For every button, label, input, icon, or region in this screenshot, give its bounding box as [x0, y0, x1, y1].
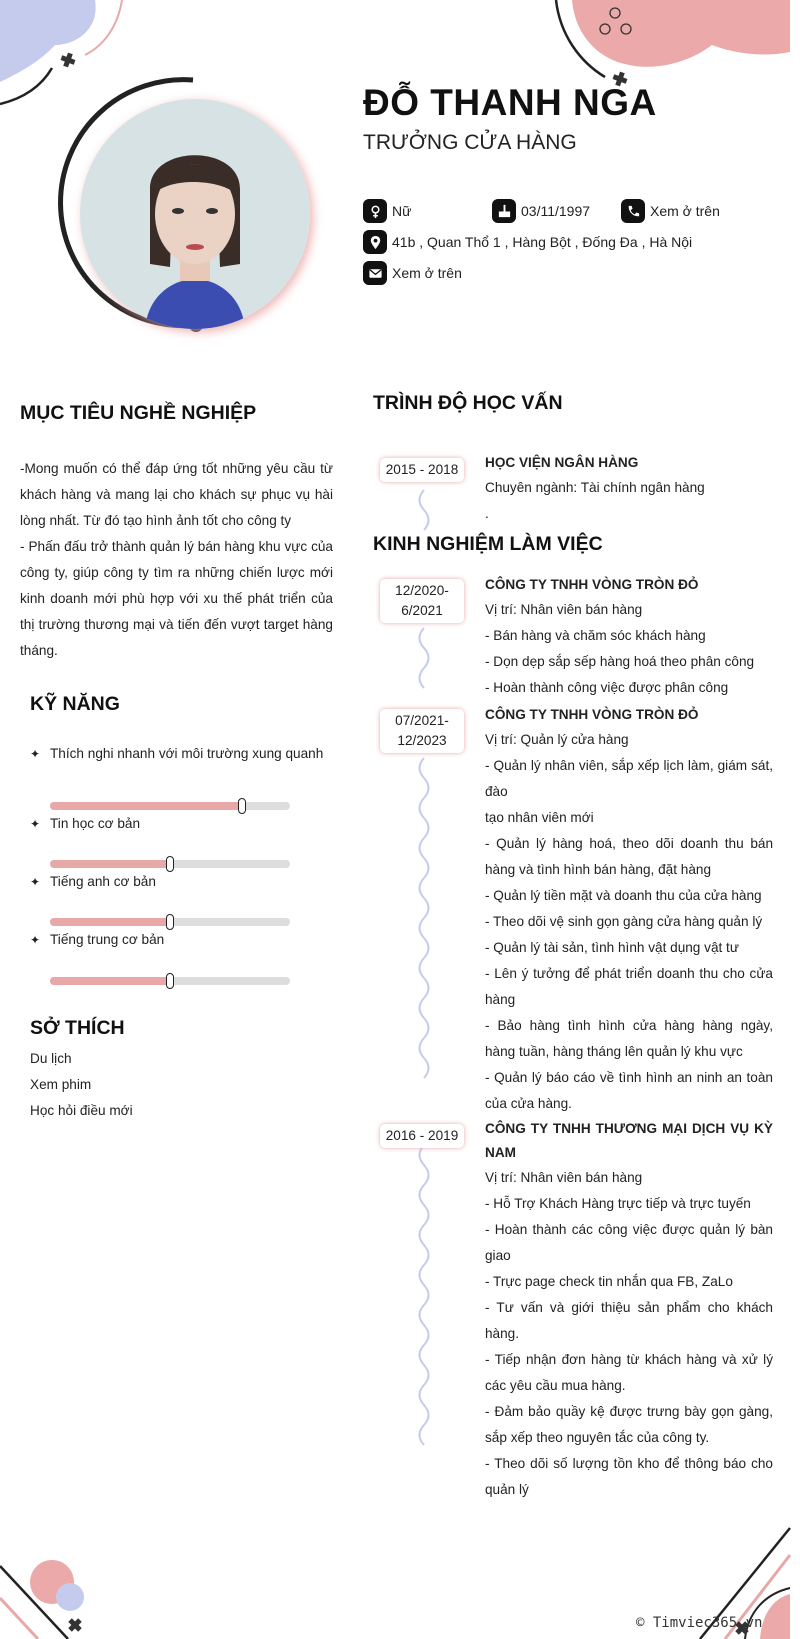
objective-line: -Mong muốn có thể đáp ứng tốt những yêu cầu từ khách hàng và mang lại cho khách sự phục vụ hài lòng nhất. Từ đó tạo hình ảnh tốt cho công ty: [20, 461, 333, 528]
birthday-value: 03/11/1997: [521, 203, 591, 219]
email-info: [363, 261, 462, 285]
birthday-cake-icon: [492, 199, 516, 223]
experience-line: - Hoàn thành các công việc được quản lý bàn giao: [485, 1222, 773, 1263]
objective-line: - Phấn đấu trở thành quản lý bán hàng khu vực của công ty, giúp công ty tìm ra những chiến lược mới kinh doanh mới phù hợp với xu thế phát triển của thị trường thương mại và tiến đến vượt target hàng tháng.: [20, 539, 333, 658]
company-name: CÔNG TY TNHH VÒNG TRÒN ĐỎ: [485, 707, 699, 722]
experience-line: - Tư vấn và giới thiệu sản phẩm cho khách hàng.: [485, 1300, 773, 1341]
address-value: 41b , Quan Thổ 1 , Hàng Bột , Đống Đa , Hà Nội: [392, 234, 693, 250]
objective-heading: MỤC TIÊU NGHỀ NGHIỆP: [20, 402, 257, 424]
skills-heading: KỸ NĂNG: [30, 693, 120, 715]
address-info: [363, 230, 692, 254]
candidate-name: ĐỖ THANH NGA: [363, 82, 657, 123]
bottom-left-line: [0, 1598, 38, 1639]
experience-line: - Quản lý tài sản, tình hình vật dụng vật tư: [485, 940, 739, 955]
experience-line: - Đảm bảo quầy kệ được trưng bày gọn gàng, sắp xếp theo nguyên tắc của công ty.: [485, 1404, 773, 1445]
education-heading: TRÌNH ĐỘ HỌC VẤN: [373, 392, 563, 414]
timeline-connector: [420, 758, 429, 1078]
skill-level-fill: [50, 860, 170, 868]
skill-level-knob: [166, 973, 174, 989]
school-name: HỌC VIỆN NGÂN HÀNG: [485, 455, 639, 470]
skill-level-bar: [50, 977, 290, 985]
skill-level-bar: [50, 860, 290, 868]
skill-item: [30, 741, 325, 767]
company-name: CÔNG TY TNHH VÒNG TRÒN ĐỎ: [485, 577, 699, 592]
experience-line: Vị trí: Quản lý cửa hàng: [485, 732, 629, 747]
skill-label: Tiếng anh cơ bản: [50, 874, 156, 889]
education-line: .: [485, 506, 489, 521]
experience-line: - Tiếp nhận đơn hàng từ khách hàng và xử lý các yêu cầu mua hàng.: [485, 1352, 773, 1393]
timeline-connector: [420, 490, 429, 530]
experience-date-badge: 2016 - 2019: [380, 1124, 464, 1148]
phone-icon: [621, 199, 645, 223]
skill-level-fill: [50, 977, 170, 985]
candidate-title: TRƯỞNG CỬA HÀNG: [363, 131, 577, 154]
experience-line: Vị trí: Nhân viên bán hàng: [485, 1170, 643, 1185]
timeline-connector: [420, 1145, 429, 1445]
bottom-left-lavender-circle: [56, 1583, 84, 1611]
skill-label: Thích nghi nhanh với môi trường xung quanh: [50, 746, 324, 761]
map-pin-icon: [363, 230, 387, 254]
skill-item: [30, 869, 325, 895]
experience-line: - Quản lý báo cáo về tình hình an ninh an toàn của cửa hàng.: [485, 1070, 773, 1111]
phone-info: [621, 199, 720, 223]
skill-bullet-icon: ✦: [30, 933, 41, 947]
experience-date-badge: 07/2021- 12/2023: [380, 709, 464, 753]
top-left-blob: [0, 0, 96, 82]
experience-line: - Dọn dẹp sắp sếp hàng hoá theo phân công: [485, 654, 755, 669]
hobbies-heading: SỞ THÍCH: [30, 1017, 125, 1039]
objective-text: [20, 456, 333, 664]
skill-label: Tiếng trung cơ bản: [50, 932, 165, 947]
experience-line: - Quản lý tiền mặt và doanh thu của cửa hàng: [485, 888, 762, 903]
skill-item: [30, 811, 325, 837]
birthday-info: [492, 199, 590, 223]
profile-photo: [80, 99, 310, 329]
skill-level-bar: [50, 802, 290, 810]
hobby-item: Học hỏi điều mới: [30, 1103, 133, 1118]
copyright-watermark: © Timviec365.vn: [636, 1615, 763, 1631]
skill-level-bar: [50, 918, 290, 926]
experience-line: - Quản lý hàng hoá, theo dõi doanh thu bán hàng và tình hình bán hàng, đặt hàng: [485, 836, 773, 877]
skill-label: Tin học cơ bản: [50, 816, 141, 831]
experience-line: - Trực page check tin nhắn qua FB, ZaLo: [485, 1274, 733, 1289]
education-date-badge: 2015 - 2018: [380, 458, 464, 482]
skill-bullet-icon: ✦: [30, 747, 41, 761]
company-name: CÔNG TY TNHH THƯƠNG MẠI DỊCH VỤ KỲ NAM: [485, 1121, 773, 1160]
email-value: Xem ở trên: [392, 265, 462, 281]
experience-date-badge: 12/2020- 6/2021: [380, 579, 464, 623]
experience-line: - Theo dõi số lượng tồn kho để thông báo cho quản lý: [485, 1456, 773, 1497]
hobby-item: Du lịch: [30, 1051, 72, 1066]
experience-line: - Hoàn thành công việc được phân công: [485, 680, 729, 695]
experience-line: - Quản lý nhân viên, sắp xếp lịch làm, giám sát, đào: [485, 758, 773, 799]
gender-info: [363, 199, 411, 223]
education-line: Chuyên ngành: Tài chính ngân hàng: [485, 480, 705, 495]
bottom-left-cross-icon: [65, 1615, 85, 1635]
experience-line: tạo nhân viên mới: [485, 810, 594, 825]
skill-bullet-icon: ✦: [30, 817, 41, 831]
experience-line: - Theo dõi vệ sinh gọn gàng cửa hàng quản lý: [485, 914, 763, 929]
gender-icon: [363, 199, 387, 223]
experience-line: - Lên ý tưởng để phát triển doanh thu cho cửa hàng: [485, 966, 773, 1007]
skill-bullet-icon: ✦: [30, 875, 41, 889]
education-entry: [485, 451, 773, 527]
skill-item: [30, 927, 325, 953]
hobby-item: Xem phim: [30, 1077, 92, 1092]
experience-line: - Hỗ Trợ Khách Hàng trực tiếp và trực tuyến: [485, 1196, 751, 1211]
gender-value: Nữ: [392, 203, 412, 219]
experience-heading: KINH NGHIỆM LÀM VIỆC: [373, 533, 603, 555]
phone-value: Xem ở trên: [650, 203, 720, 219]
experience-entry: [485, 703, 773, 1117]
top-left-cross-icon: [59, 51, 77, 69]
experience-entry: [485, 1117, 773, 1503]
experience-entry: [485, 573, 773, 701]
timeline-connector: [420, 628, 429, 688]
experience-line: - Bảo hàng tình hình cửa hàng hàng ngày, hàng tuần, hàng tháng lên quản lý khu vực: [485, 1018, 773, 1059]
experience-line: - Bán hàng và chăm sóc khách hàng: [485, 628, 706, 643]
experience-line: Vị trí: Nhân viên bán hàng: [485, 602, 643, 617]
email-icon: [363, 261, 387, 285]
skill-level-fill: [50, 802, 242, 810]
skill-level-fill: [50, 918, 170, 926]
